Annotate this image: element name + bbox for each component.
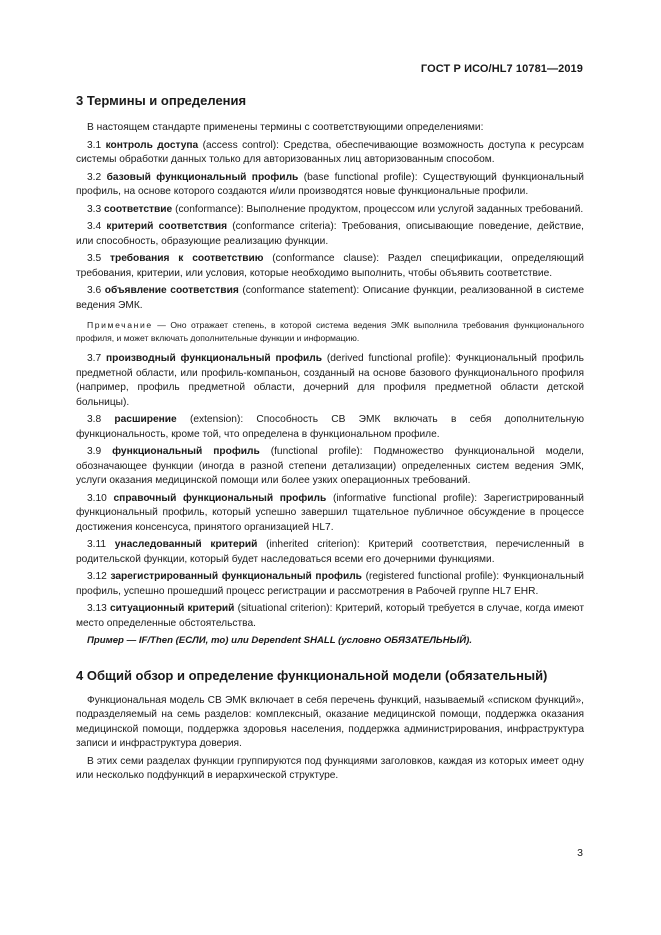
term-entry: 3.13 ситуационный критерий (situational criterion): Критерий, который требуется в случае, когда имеют место определенные обстоятельства. xyxy=(76,603,584,629)
term-definition: (informative functional profile): Зарегистрированный функциональный профиль, который успешно завершил тщательное публичное обсуждение в процессе достижения консенсуса, принятого организацией HL7. xyxy=(76,492,584,533)
term-name: базовый функциональный профиль xyxy=(106,171,299,183)
term-entry: 3.12 зарегистрированный функциональный профиль (registered functional profile): Функциональный профиль, успешно прошедший процесс регистрации и рассмотрения в Рабочей группе HL7 EHR. xyxy=(76,571,584,597)
term-entry: 3.7 производный функциональный профиль (derived functional profile): Функциональный профиль предметной области, или профиль-компаньон, созданный на основе базового функционального профиля (например, профиль предметной области, дочерний для профиля предметной области детской больницы). xyxy=(76,353,584,408)
term-definition: (derived functional profile): Функциональный профиль предметной области, или профиль-компаньон, созданный на основе базового функционального профиля (например, профиль предметной области, дочерний для профиля предметной области детской больницы). xyxy=(76,353,584,408)
note-label: Примечание xyxy=(87,320,153,330)
term-name: объявление соответствия xyxy=(104,285,239,296)
term-definition: (situational criterion): Критерий, который требуется в случае, когда имеют место определенные обстоятельства. xyxy=(76,603,584,629)
note-paragraph xyxy=(76,319,584,344)
term-definition: (registered functional profile): Функциональный профиль, успешно прошедший процесс регистрации и рассмотрения в Рабочей группе HL7 EHR. xyxy=(76,571,584,597)
term-name: унаследованный критерий xyxy=(114,539,258,550)
terms-list-1 xyxy=(76,139,584,314)
term-name: расширение xyxy=(114,414,177,425)
term-definition: (functional profile): Подмножество функциональной модели, обозначающее функции (иногда в разной степени детализации) определенных систем ведения ЭМК, услуги оказания медицинской помощи или более узких операционных требований. xyxy=(76,446,584,486)
term-name: соответствие xyxy=(104,203,173,215)
term-name: контроль доступа xyxy=(105,139,199,151)
term-name: производный функциональный профиль xyxy=(106,353,323,364)
term-entry: 3.9 функциональный профиль (functional profile): Подмножество функциональной модели, обозначающее функции (иногда в разной степени детализации) определенных систем ведения ЭМК, услуги оказания медицинской помощи или более узких операционных требований. xyxy=(76,446,584,486)
standard-header: ГОСТ Р ИСО/HL7 10781—2019 xyxy=(420,63,583,75)
term-definition: (conformance clause): Раздел спецификации, определяющий требования, критерии, или условия, которые необходимо выполнить, чтобы объявить соответствие. xyxy=(76,253,584,279)
page-number: 3 xyxy=(577,847,583,859)
page-content xyxy=(76,92,584,784)
section-3-intro: В настоящем стандарте применены термины с соответствующими определениями: xyxy=(87,122,484,133)
term-entry: 3.4 критерий соответствия (conformance criteria): Требования, описывающие поведение, действие, или способность, образующие реализацию функции. xyxy=(76,221,585,247)
term-name: ситуационный критерий xyxy=(109,603,235,614)
example-line: Пример — IF/Then (ЕСЛИ, то) или Dependent SHALL (условно ОБЯЗАТЕЛЬНЫЙ). xyxy=(87,635,472,646)
term-name: критерий соответствия xyxy=(106,221,228,232)
section-3-title: 3 Термины и определения xyxy=(76,93,247,108)
term-definition: (base functional profile): Существующий функциональный профиль, на основе которого создаются и/или производятся новые функциональные профили. xyxy=(76,171,584,197)
term-entry: 3.1 контроль доступа (access control): Средства, обеспечивающие возможность доступа к ресурсам системы обработки данных только для авторизованных лиц авторизованным способом. xyxy=(76,139,584,165)
term-entry: 3.8 расширение (extension): Способность СВ ЭМК включать в себя дополнительную функциональность, кроме той, что определена в функциональном профиле. xyxy=(76,414,584,440)
term-entry: 3.2 базовый функциональный профиль (base functional profile): Существующий функциональный профиль, на основе которого создаются и/или производятся новые функциональные профили. xyxy=(76,171,584,197)
term-name: функциональный профиль xyxy=(112,446,260,457)
term-definition: (extension): Способность СВ ЭМК включать в себя дополнительную функциональность, кроме той, что определена в функциональном профиле. xyxy=(76,414,584,440)
term-entry: 3.11 унаследованный критерий (inherited criterion): Критерий соответствия, перечисленный в родительской функции, который будет наследоваться всеми его дочерними функциями. xyxy=(76,539,584,565)
section-4-paragraph: Функциональная модель СВ ЭМК включает в себя перечень функций, называемый «списком функций», подразделяемый на семь разделов: комплексный, оказание медицинской помощи, поддержка оказания медицинской помощи, поддержка здоровья населения, поддержка администрирования, инфраструктура записи и инфраструктура доверия. xyxy=(76,694,584,749)
term-entry: 3.10 справочный функциональный профиль (informative functional profile): Зарегистрированный функциональный профиль, который успешно завершил тщательное публичное обсуждение в процессе достижения консенсуса, принятого организацией HL7. xyxy=(76,492,584,533)
term-entry: 3.6 объявление соответствия (conformance statement): Описание функции, реализованной в системе ведения ЭМК. xyxy=(76,285,584,311)
term-name: зарегистрированный функциональный профиль xyxy=(110,571,362,582)
term-entry: 3.3 соответствие (conformance): Выполнение продуктом, процессом или услугой заданных требований. xyxy=(87,203,584,215)
note-text: — Оно отражает степень, в которой система ведения ЭМК выполнила требования функционального профиля, и может включать дополнительные функции и информацию. xyxy=(76,320,584,343)
term-name: справочный функциональный профиль xyxy=(113,492,327,504)
term-definition: (conformance): Выполнение продуктом, процессом или услугой заданных требований. xyxy=(172,203,584,215)
term-name: требования к соответствию xyxy=(110,253,264,264)
section-4-paragraph: В этих семи разделах функции группируются под функциями заголовков, каждая из которых имеет одну или несколько подфункций в иерархической структуре. xyxy=(76,755,584,781)
term-definition: (inherited criterion): Критерий соответствия, перечисленный в родительской функции, который будет наследоваться всеми его дочерними функциями. xyxy=(76,539,584,565)
term-definition: (conformance criteria): Требования, описывающие поведение, действие, или способность, образующие реализацию функции. xyxy=(76,221,585,247)
section-4-title: 4 Общий обзор и определение функциональной модели (обязательный) xyxy=(76,667,548,683)
term-definition: (access control): Средства, обеспечивающие возможность доступа к ресурсам системы обработки данных только для авторизованных лиц авторизованным способом. xyxy=(76,139,584,165)
term-entry: 3.5 требования к соответствию (conformance clause): Раздел спецификации, определяющий требования, критерии, или условия, которые необходимо выполнить, чтобы объявить соответствие. xyxy=(76,253,584,279)
terms-list-2 xyxy=(76,352,584,631)
term-definition: (conformance statement): Описание функции, реализованной в системе ведения ЭМК. xyxy=(76,285,584,311)
